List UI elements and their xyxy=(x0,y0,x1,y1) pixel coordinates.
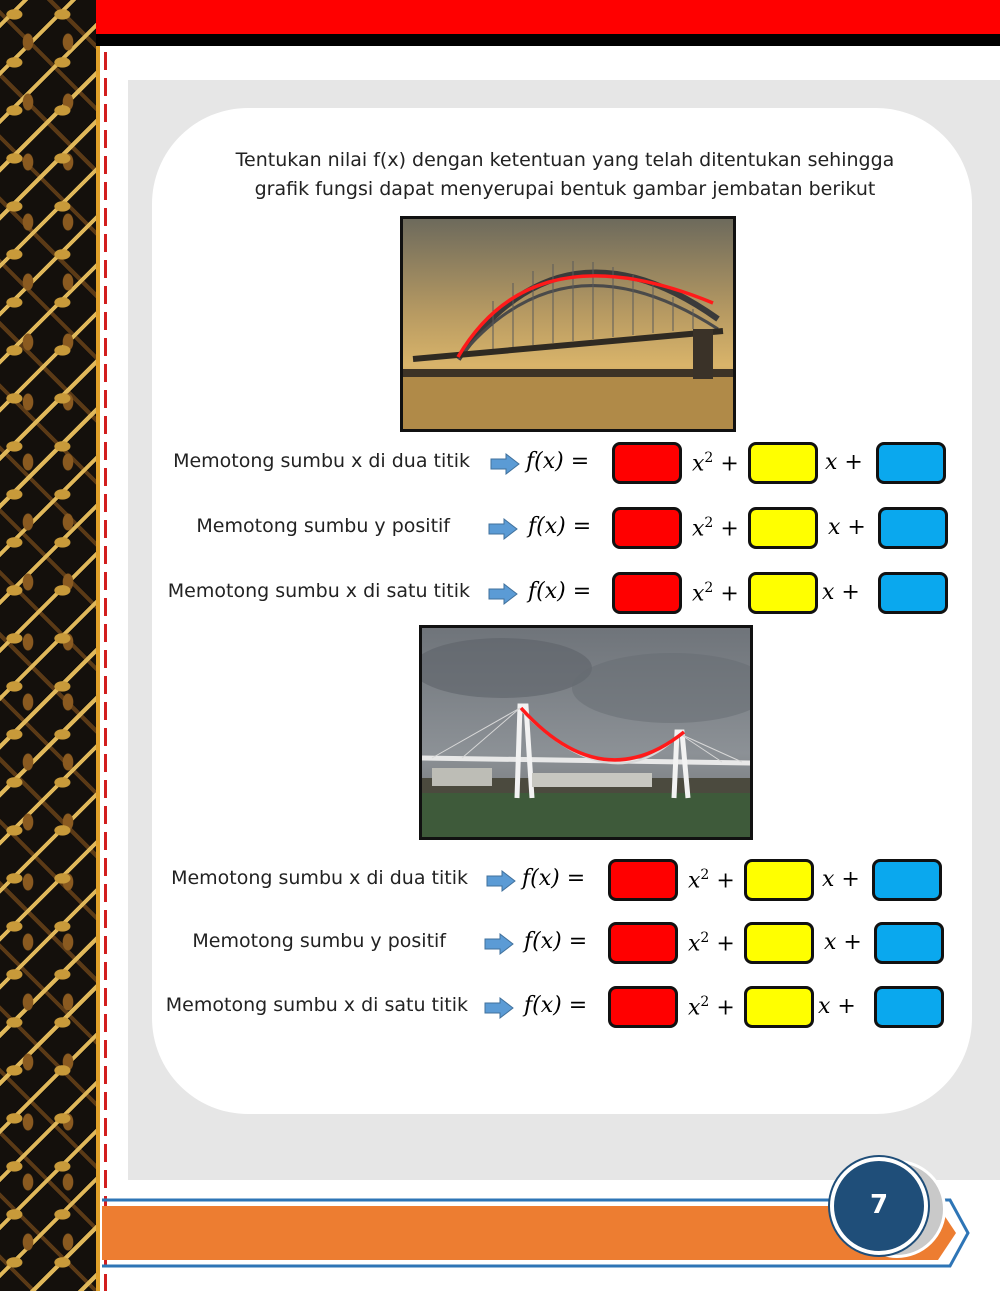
x-term: x + xyxy=(824,930,862,955)
gold-stripe xyxy=(96,0,100,1291)
coefficient-c-input[interactable] xyxy=(874,922,944,964)
coefficient-c-input[interactable] xyxy=(872,859,942,901)
coefficient-b-input[interactable] xyxy=(744,986,814,1028)
coefficient-a-input[interactable] xyxy=(608,859,678,901)
x-squared-term: $x^2$ + xyxy=(688,867,735,894)
page-number-badge: 7 xyxy=(830,1157,928,1255)
instruction-line-2: grafik fungsi dapat menyerupai bentuk gambar jembatan berikut xyxy=(254,178,876,200)
coefficient-c-input[interactable] xyxy=(874,986,944,1028)
arrow-right-icon xyxy=(488,518,518,540)
coefficient-a-input[interactable] xyxy=(612,572,682,614)
fx-label: 𝑓(𝑥) = xyxy=(522,866,586,891)
x-squared-term: $x^2$ + xyxy=(692,450,739,477)
equation-row xyxy=(148,984,968,1034)
coefficient-a-input[interactable] xyxy=(612,507,682,549)
instruction-text xyxy=(210,146,920,204)
fx-label: 𝑓(𝑥) = xyxy=(524,929,588,954)
fx-label: 𝑓(𝑥) = xyxy=(524,993,588,1018)
arrow-right-icon xyxy=(484,933,514,955)
arch-bridge-photo xyxy=(400,216,736,432)
x-term: x + xyxy=(822,867,860,892)
x-squared-term: $x^2$ + xyxy=(692,515,739,542)
equation-row xyxy=(150,440,970,490)
x-squared-term: $x^2$ + xyxy=(688,930,735,957)
fx-label: 𝑓(𝑥) = xyxy=(526,449,590,474)
coefficient-b-input[interactable] xyxy=(748,507,818,549)
coefficient-a-input[interactable] xyxy=(608,922,678,964)
x-term: x + xyxy=(828,515,866,540)
x-squared-term: $x^2$ + xyxy=(688,994,735,1021)
coefficient-a-input[interactable] xyxy=(612,442,682,484)
header-red-bar xyxy=(96,0,1000,34)
coefficient-c-input[interactable] xyxy=(878,507,948,549)
equation-row xyxy=(148,920,968,970)
equation-row xyxy=(148,857,968,907)
arrow-right-icon xyxy=(488,583,518,605)
coefficient-a-input[interactable] xyxy=(608,986,678,1028)
equation-row xyxy=(150,505,970,555)
x-term: x + xyxy=(822,580,860,605)
arrow-right-icon xyxy=(486,870,516,892)
x-term: x + xyxy=(818,994,856,1019)
row-condition-label: Memotong sumbu x di satu titik xyxy=(167,580,470,602)
coefficient-b-input[interactable] xyxy=(748,572,818,614)
x-squared-term: $x^2$ + xyxy=(692,580,739,607)
row-condition-label: Memotong sumbu y positif xyxy=(192,930,446,952)
coefficient-c-input[interactable] xyxy=(878,572,948,614)
coefficient-b-input[interactable] xyxy=(744,922,814,964)
fx-label: 𝑓(𝑥) = xyxy=(528,579,592,604)
row-condition-label: Memotong sumbu y positif xyxy=(196,515,450,537)
arrow-right-icon xyxy=(484,997,514,1019)
coefficient-b-input[interactable] xyxy=(748,442,818,484)
row-condition-label: Memotong sumbu x di satu titik xyxy=(165,994,468,1016)
instruction-line-1: Tentukan nilai f(x) dengan ketentuan yang telah ditentukan sehingga xyxy=(235,149,895,171)
equation-row xyxy=(150,570,970,620)
x-term: x + xyxy=(825,450,863,475)
row-condition-label: Memotong sumbu x di dua titik xyxy=(171,867,468,889)
fx-label: 𝑓(𝑥) = xyxy=(528,514,592,539)
header-black-bar xyxy=(96,34,1000,46)
arrow-right-icon xyxy=(490,453,520,475)
suspension-bridge-photo xyxy=(419,625,753,840)
coefficient-b-input[interactable] xyxy=(744,859,814,901)
row-condition-label: Memotong sumbu x di dua titik xyxy=(173,450,470,472)
dashed-stripe xyxy=(104,0,107,1291)
coefficient-c-input[interactable] xyxy=(876,442,946,484)
batik-border xyxy=(0,0,96,1291)
